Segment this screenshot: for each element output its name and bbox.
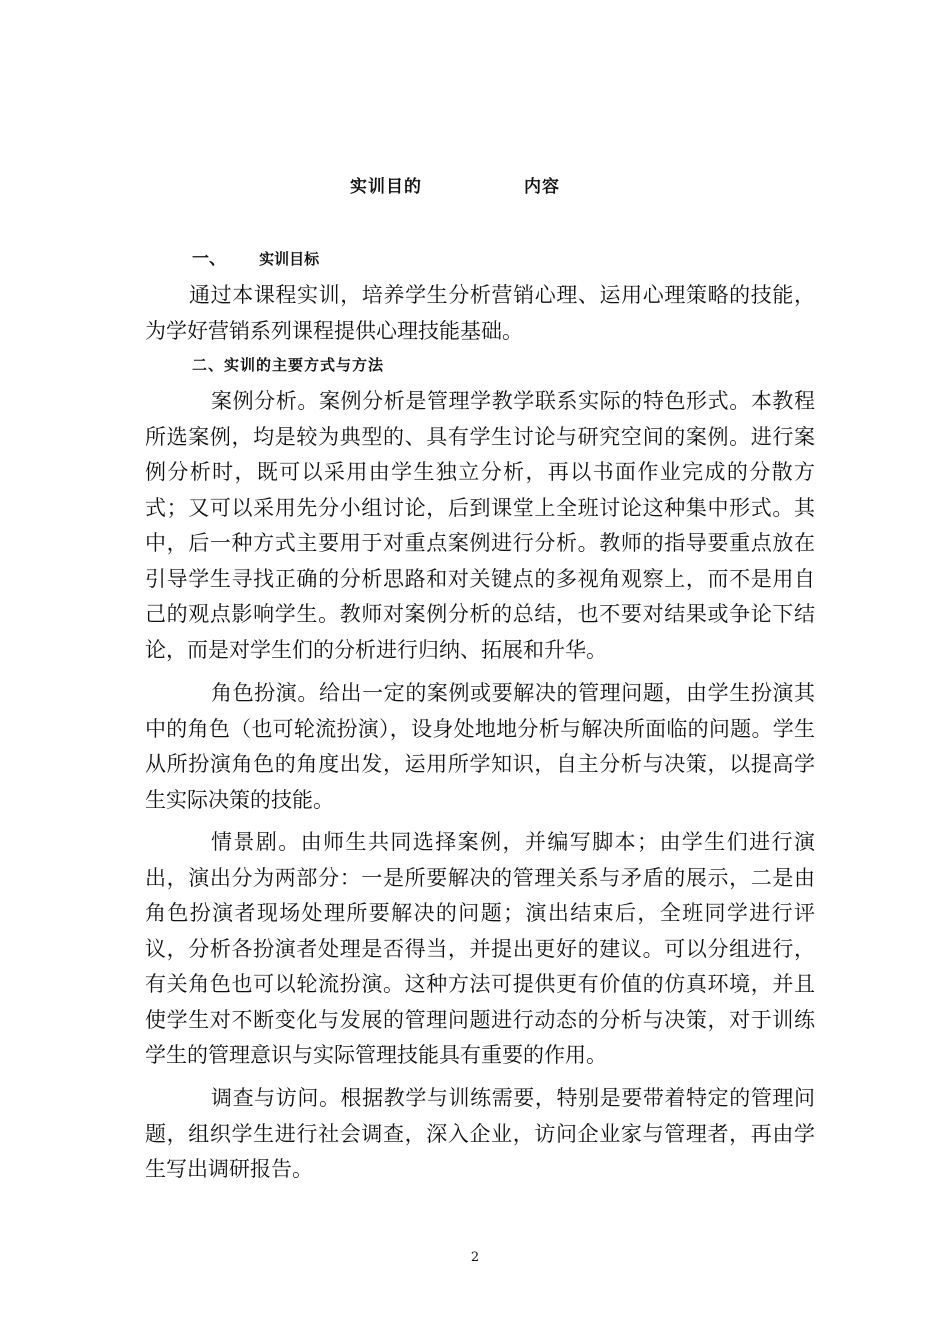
case-analysis-paragraph: 案例分析。案例分析是管理学教学联系实际的特色形式。本教程所选案例，均是较为典型的、具有学生讨论与研究空间的案例。进行案例分析时，既可以采用由学生独立分析，再以书面作业完成的分散方式；又可以采用先分小组讨论，后到课堂上全班讨论这种集中形式。其中，后一种方式主要用于对重点案例进行分析。教师的指导要重点放在引导学生寻找正确的分析思路和对关键点的多视角观察上，而不是用自己的观点影响学生。教师对案例分析的总结，也不要对结果或争论下结论，而是对学生们的分析进行归纳、拓展和升华。 (145, 389, 815, 662)
document-title (0, 172, 950, 198)
role-play-paragraph: 角色扮演。给出一定的案例或要解决的管理问题，由学生扮演其中的角色（也可轮流扮演），设身处地地分析与解决所面临的问题。学生从所扮演角色的角度出发，运用所学知识，自主分析与决策，以提高学生实际决策的技能。 (145, 681, 815, 812)
methods-heading: 二、实训的主要方式与方法 (192, 356, 385, 374)
section-number: 一、 (192, 249, 226, 269)
page-number: 2 (470, 1250, 480, 1265)
section-heading-text: 实训目标 (259, 250, 320, 268)
section-heading (192, 244, 319, 270)
objective-paragraph: 通过本课程实训，培养学生分析营销心理、运用心理策略的技能，为学好营销系列课程提供心理技能基础。 (145, 283, 815, 343)
title-left: 实训目的 (350, 177, 422, 197)
situational-drama-paragraph: 情景剧。由师生共同选择案例，并编写脚本；由学生们进行演出，演出分为两部分：一是所要解决的管理关系与矛盾的展示，二是由角色扮演者现场处理所要解决的问题；演出结束后，全班同学进行评议，分析各扮演者处理是否得当，并提出更好的建议。可以分组进行，有关角色也可以轮流扮演。这种方法可提供更有价值的仿真环境，并且使学生对不断变化与发展的管理问题进行动态的分析与决策，对于训练学生的管理意识与实际管理技能具有重要的作用。 (145, 830, 815, 1067)
title-right: 内容 (524, 177, 560, 197)
survey-paragraph: 调查与访问。根据教学与训练需要，特别是要带着特定的管理问题，组织学生进行社会调查，深入企业，访问企业家与管理者，再由学生写出调研报告。 (145, 1086, 815, 1181)
